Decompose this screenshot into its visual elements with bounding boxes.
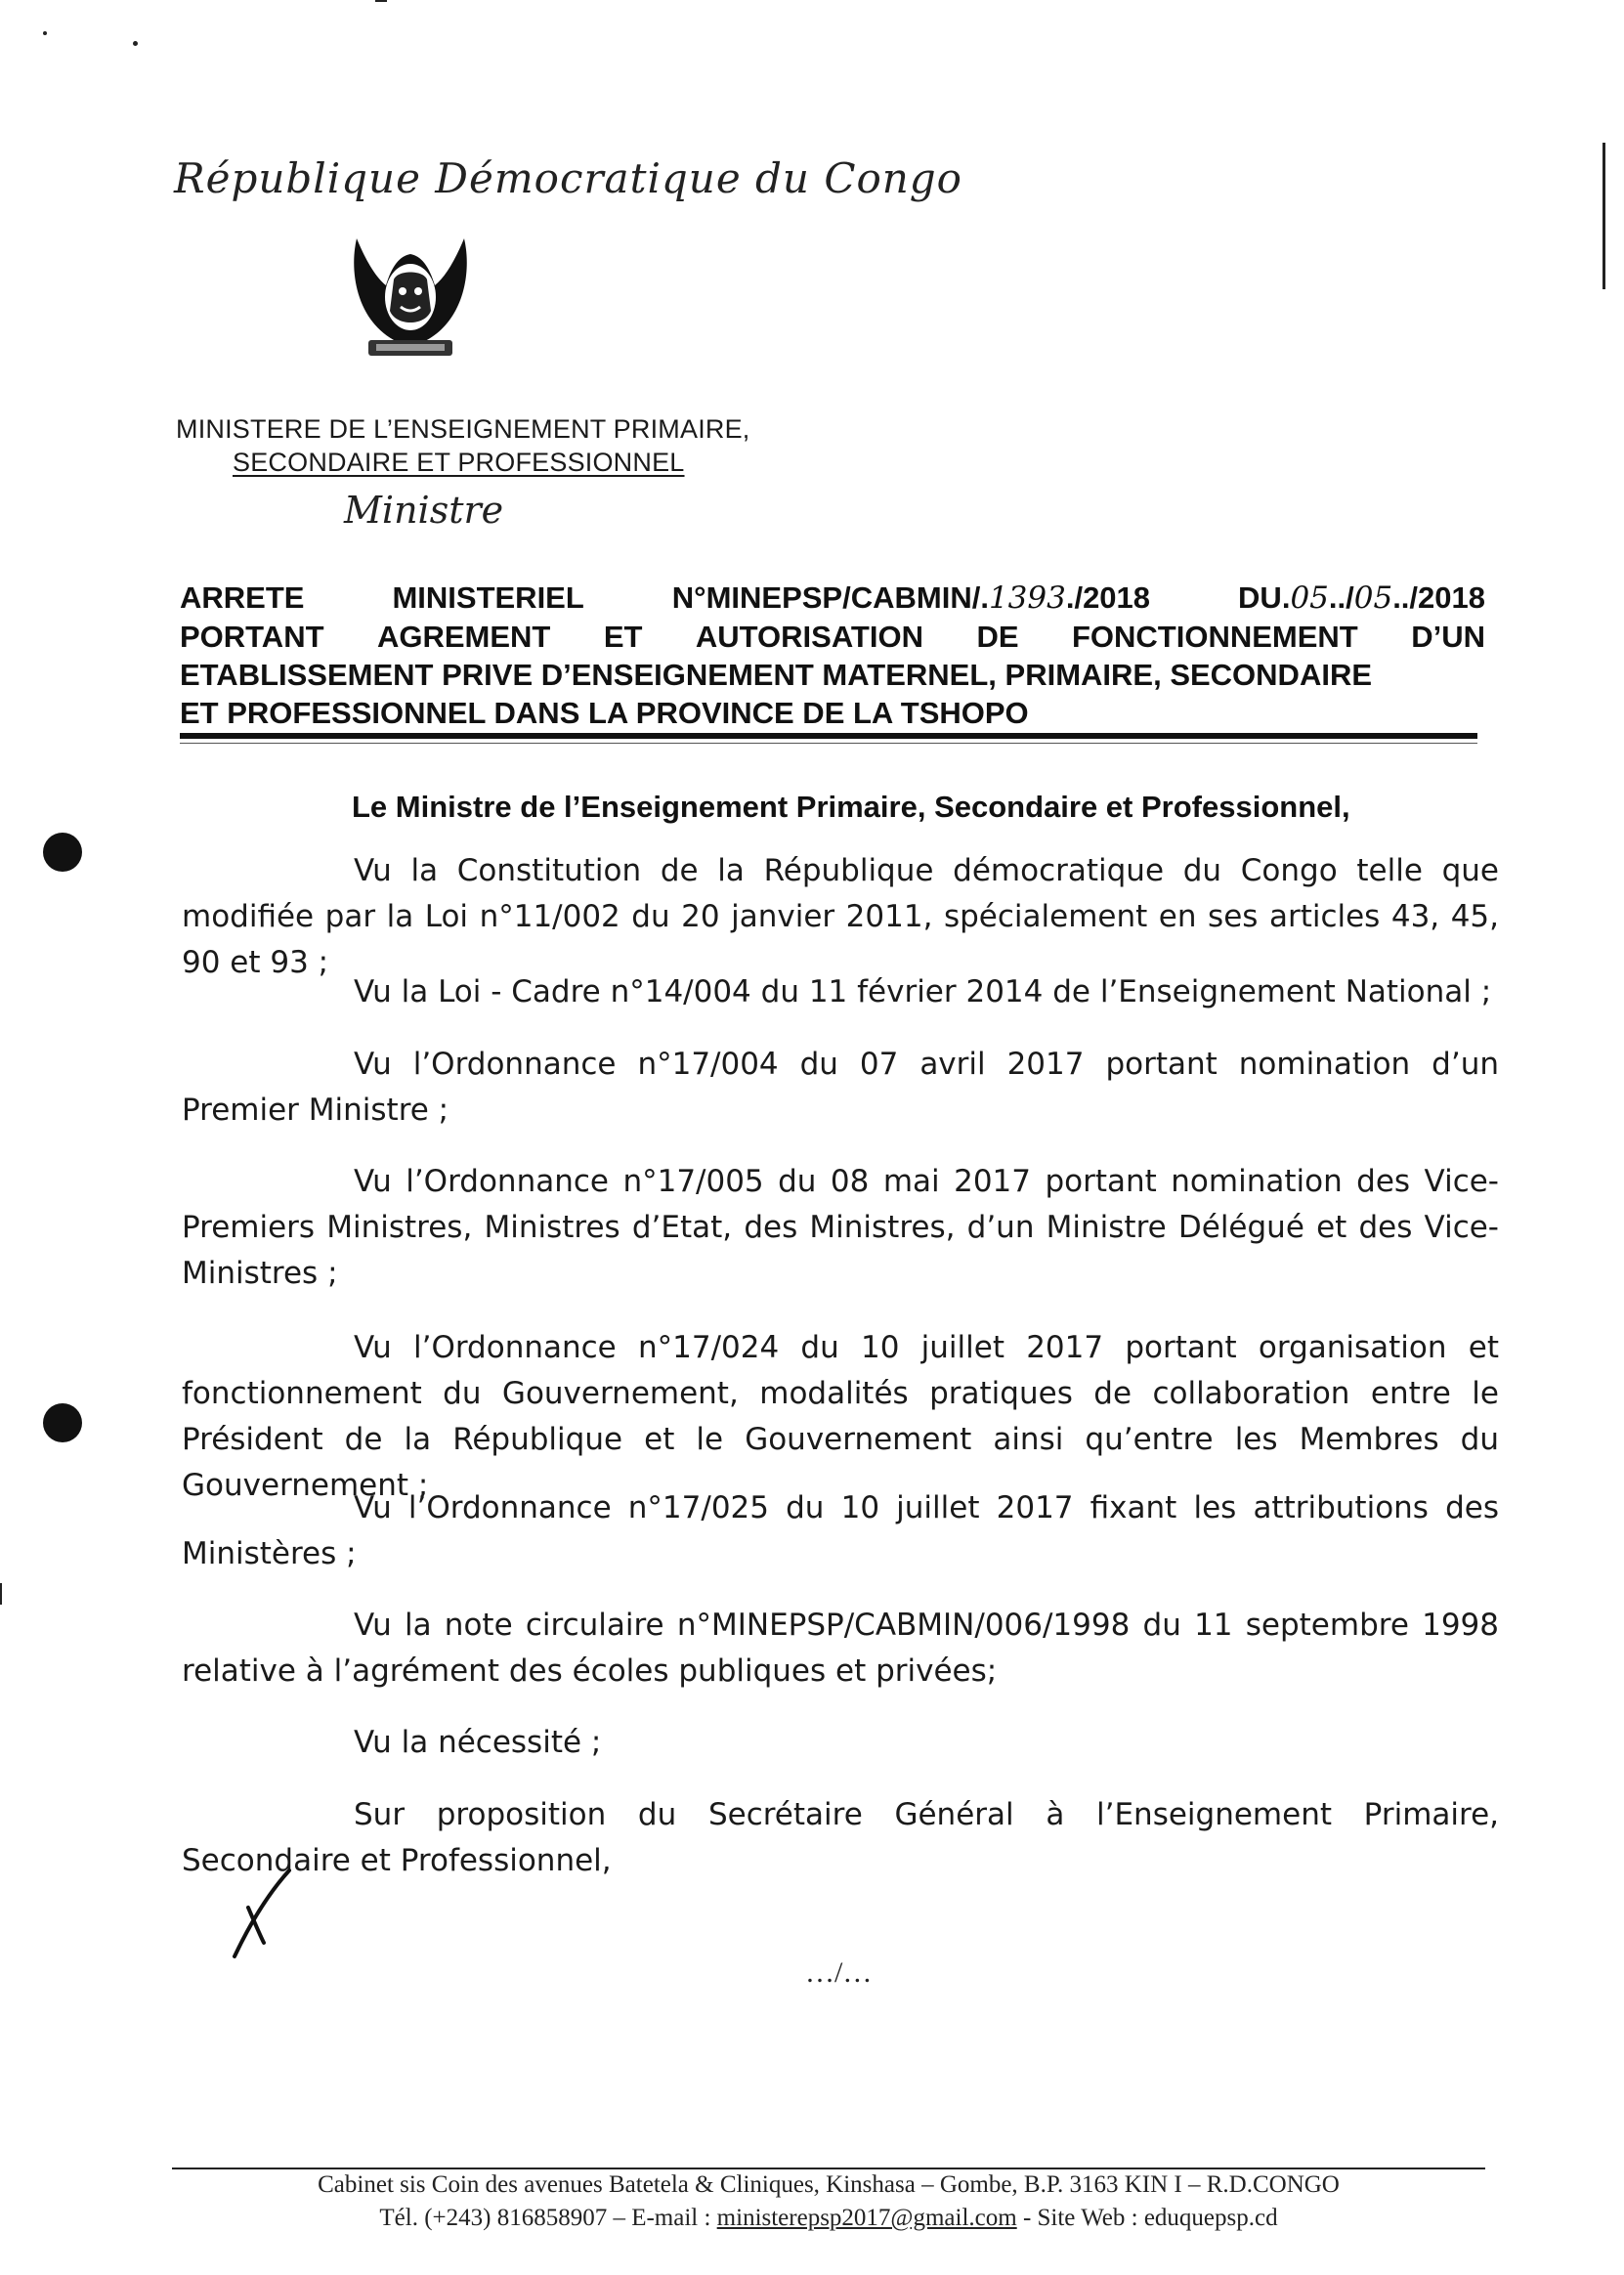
coat-of-arms-emblem (347, 233, 474, 358)
decree-word: AUTORISATION (695, 620, 923, 654)
paragraph-ordonnance-premier-ministre: Vu l’Ordonnance n°17/004 du 07 avril 2017 portant nomination d’un Premier Ministre ; (182, 1047, 1499, 1128)
paragraph-ordonnance-attributions: Vu l’Ordonnance n°17/025 du 10 juillet 2017 fixant les attributions des Ministères ; (182, 1490, 1499, 1571)
decree-word: AGREMENT (376, 620, 551, 654)
decree-word: MINISTERIEL (392, 580, 584, 615)
decree-word: PORTANT (180, 620, 324, 654)
decree-number: N°MINEPSP/CABMIN/.1393./2018 (671, 580, 1151, 616)
paragraph-ordonnance-vice-premiers: Vu l’Ordonnance n°17/005 du 08 mai 2017 portant nomination des Vice-Premiers Ministres, Ministres d’Etat, des Ministres, d’un Ministre Délégué et des Vice-Ministres ; (182, 1164, 1499, 1291)
minister-intro: Le Ministre de l’Enseignement Primaire, Secondaire et Professionnel, (352, 790, 1350, 824)
footer-phone: Tél. (+243) 816858907 – E-mail : (379, 2205, 711, 2231)
continuation-mark: …/… (805, 1956, 873, 1989)
decree-title-line-3: ETABLISSEMENT PRIVE D’ENSEIGNEMENT MATERNEL, PRIMAIRE, SECONDAIRE (180, 658, 1373, 692)
ministry-name-line-1: MINISTERE DE L’ENSEIGNEMENT PRIMAIRE, (176, 414, 750, 444)
decree-title (180, 579, 1485, 732)
paragraph-note-circulaire: Vu la note circulaire n°MINEPSP/CABMIN/006/1998 du 11 septembre 1998 relative à l’agrément des écoles publiques et privées; (182, 1608, 1499, 1689)
ministre-script-label: Ministre (344, 489, 504, 532)
handwritten-month: 05 (1353, 580, 1393, 616)
paragraph-necessite: Vu la nécessité ; (354, 1725, 602, 1760)
decree-word: D’UN (1411, 620, 1485, 654)
punch-hole-mark (43, 833, 82, 872)
decree-word: ET (603, 620, 643, 654)
decree-date: DU.05../05../2018 (1238, 580, 1485, 616)
decree-title-line-4: ET PROFESSIONNEL DANS LA PROVINCE DE LA TSHOPO (180, 696, 1029, 730)
title-divider (180, 733, 1477, 739)
handwritten-number: 1393 (988, 580, 1066, 616)
scan-mark-top (375, 0, 387, 2)
footer-contact (172, 2205, 1485, 2232)
ministry-name-line-2: SECONDAIRE ET PROFESSIONNEL (233, 448, 685, 477)
paragraph-loi-cadre: Vu la Loi - Cadre n°14/004 du 11 février 2014 de l’Enseignement National ; (354, 974, 1492, 1009)
decree-word: FONCTIONNEMENT (1071, 620, 1358, 654)
title-divider-thin (180, 743, 1477, 744)
decree-title-line-1 (180, 579, 1485, 618)
punch-hole-mark (43, 1403, 82, 1442)
footer-divider (172, 2168, 1485, 2169)
footer-email-link[interactable]: ministerepsp2017@gmail.com (716, 2205, 1017, 2231)
republic-heading: République Démocratique du Congo (174, 154, 962, 202)
scan-mark-dot (133, 41, 138, 46)
scan-mark-edge (1603, 143, 1605, 289)
handwritten-day: 05 (1290, 580, 1329, 616)
handwritten-initial-mark (231, 1863, 299, 1960)
scan-mark-dot (43, 31, 47, 35)
footer-website: - Site Web : eduquepsp.cd (1022, 2205, 1278, 2231)
decree-word: DE (976, 620, 1019, 654)
decree-title-line-2 (180, 618, 1485, 656)
footer-address: Cabinet sis Coin des avenues Batetela & Cliniques, Kinshasa – Gombe, B.P. 3163 KIN I – R.D.CONGO (318, 2171, 1340, 2198)
paragraph-ordonnance-organisation: Vu l’Ordonnance n°17/024 du 10 juillet 2017 portant organisation et fonctionnement du Gouvernement, modalités pratiques de collaboration entre le Président de la République et le Gouvernement ainsi qu’entre les Membres du Gouvernement ; (182, 1330, 1499, 1503)
scan-mark-edge (0, 1583, 2, 1605)
paragraph-constitution: Vu la Constitution de la République démocratique du Congo telle que modifiée par la Loi n°11/002 du 20 janvier 2011, spécialement en ses articles 43, 45, 90 et 93 ; (182, 853, 1499, 980)
decree-word: ARRETE (180, 580, 305, 615)
paragraph-proposition: Sur proposition du Secrétaire Général à l’Enseignement Primaire, Secondaire et Professionnel, (182, 1797, 1499, 1878)
